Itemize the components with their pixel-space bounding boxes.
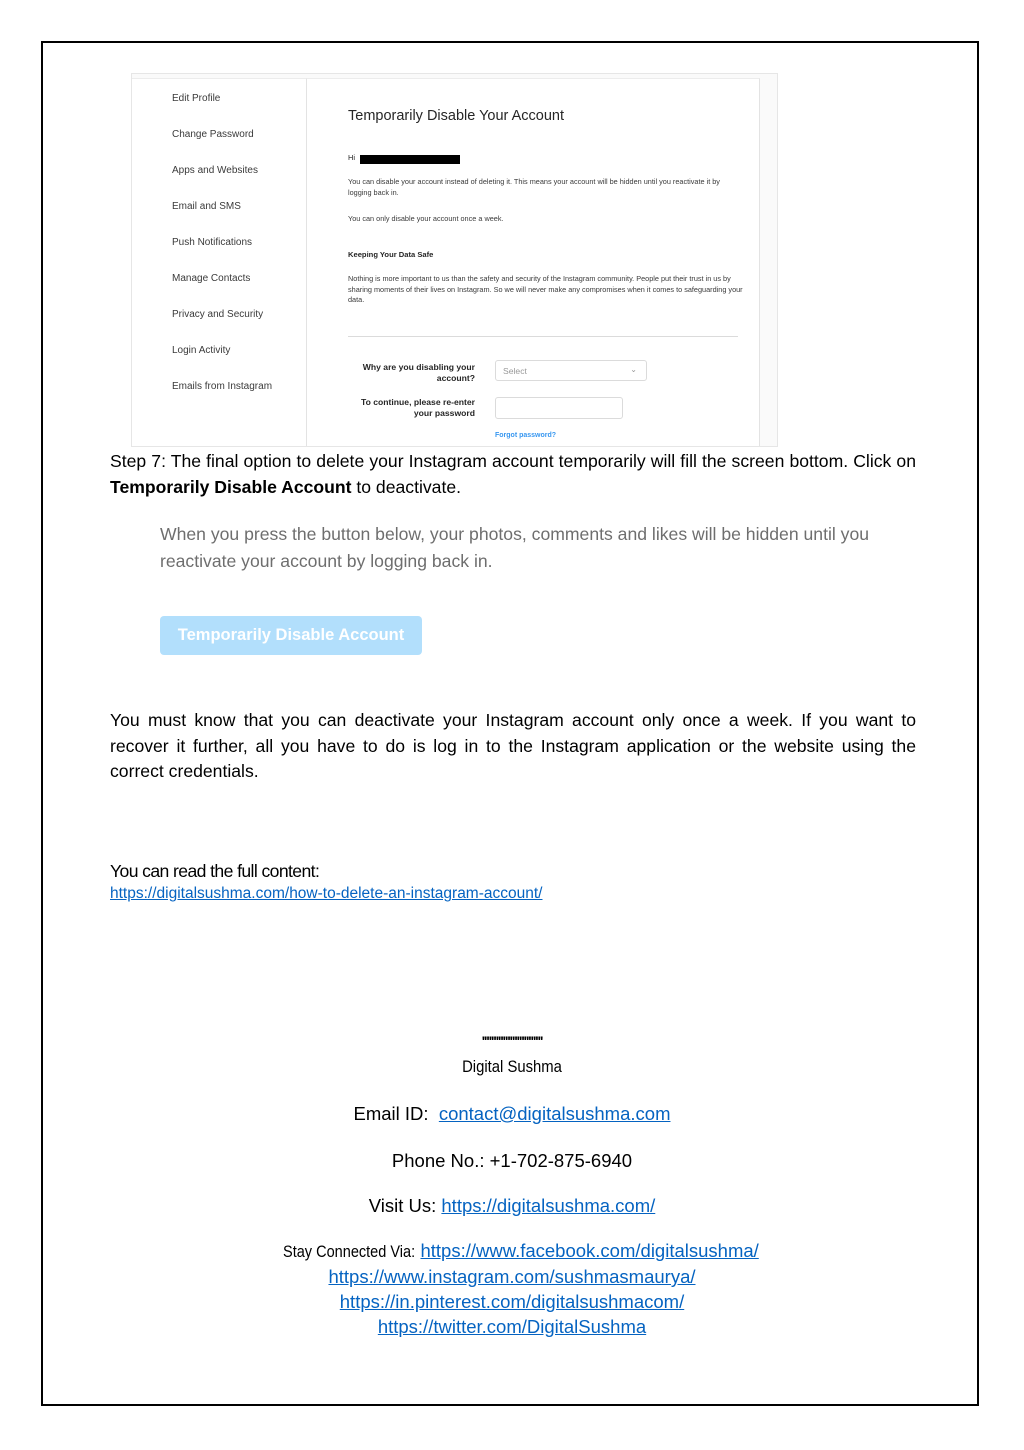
sidebar-item-email-sms[interactable]: Email and SMS [172,201,241,212]
step7-paragraph [110,449,916,500]
pinterest-line [0,1291,1024,1313]
disable-notice: When you press the button below, your photos, comments and likes will be hidden until you reactivate your account by logging back in. [160,524,870,571]
email-link[interactable]: contact@digitalsushma.com [438,1103,671,1124]
facebook-link[interactable]: https://www.facebook.com/digitalsushma/ [420,1240,759,1261]
password-input[interactable] [495,397,623,419]
note-paragraph: You must know that you can deactivate your Instagram account only once a week. If you want to recover it further, all you have to do is log in to the Instagram application or the website using the correct credentials. [110,710,916,781]
decorative-dots: '''''''''''''''''''''''''' [481,1033,543,1049]
temporarily-disable-button[interactable]: Temporarily Disable Account [160,616,422,655]
redacted-username [360,155,460,164]
disable-description: You can disable your account instead of deleting it. This means your account will be hidden until you reactivate it by logging back in. [348,177,720,197]
settings-title: Temporarily Disable Your Account [348,108,565,124]
settings-sidebar [132,78,307,447]
read-more-link[interactable]: https://digitalsushma.com/how-to-delete-an-instagram-account/ [110,885,543,902]
sidebar-item-login-activity[interactable]: Login Activity [172,345,231,356]
email-line [0,1103,1024,1125]
sidebar-item-emails-instagram[interactable]: Emails from Instagram [172,381,273,392]
password-label: To continue, please re-enter your password [361,397,475,418]
instagram-line [0,1266,1024,1288]
reason-select[interactable] [495,360,647,381]
reason-select-value: Select [503,366,527,376]
visit-link[interactable]: https://digitalsushma.com/ [441,1195,656,1216]
instagram-link[interactable]: https://www.instagram.com/sushmasmaurya/ [328,1266,696,1287]
step7-bold: Temporarily Disable Account [110,476,352,497]
once-a-week-note: You can only disable your account once a week. [348,214,504,223]
sidebar-item-push-notifications[interactable]: Push Notifications [172,237,253,248]
twitter-link[interactable]: https://twitter.com/DigitalSushma [377,1316,647,1337]
read-more-label: You can read the full content: [110,861,320,881]
sidebar-item-privacy-security[interactable]: Privacy and Security [172,309,264,320]
sidebar-item-edit-profile[interactable]: Edit Profile [172,93,221,104]
chevron-down-icon: ⌄ [630,365,637,374]
sidebar-item-manage-contacts[interactable]: Manage Contacts [172,273,251,284]
data-safe-heading: Keeping Your Data Safe [348,250,434,259]
visit-label: Visit Us: [368,1195,437,1216]
step7-text-after: to deactivate. [351,476,462,497]
twitter-line [0,1316,1024,1338]
phone-line: Phone No.: +1-702-875-6940 [391,1150,633,1171]
step7-text-before: Step 7: The final option to delete your Instagram account temporarily will fill the screen bottom. Click on [110,451,916,471]
settings-main-panel [307,78,760,447]
sidebar-item-apps-websites[interactable]: Apps and Websites [172,165,258,176]
forgot-password-link[interactable]: Forgot password? [495,432,557,439]
email-label: Email ID: [353,1103,429,1124]
greeting: Hi [348,153,356,162]
data-safe-text: Nothing is more important to us than the safety and security of the Instagram community. People put their trust in us by sharing moments of their lives on Instagram. So we will never make any compromises when it comes to safeguarding your data. [348,274,743,304]
sidebar-item-change-password[interactable]: Change Password [172,129,254,140]
stay-connected-label: Stay Connected Via: [283,1243,416,1261]
settings-screenshot [131,73,778,447]
section-divider [348,336,738,337]
stay-connected-line [0,1240,1024,1262]
brand-name: Digital Sushma [462,1058,562,1076]
visit-line [0,1195,1024,1217]
pinterest-link[interactable]: https://in.pinterest.com/digitalsushmacom/ [339,1291,685,1312]
reason-label: Why are you disabling your account? [362,362,475,383]
